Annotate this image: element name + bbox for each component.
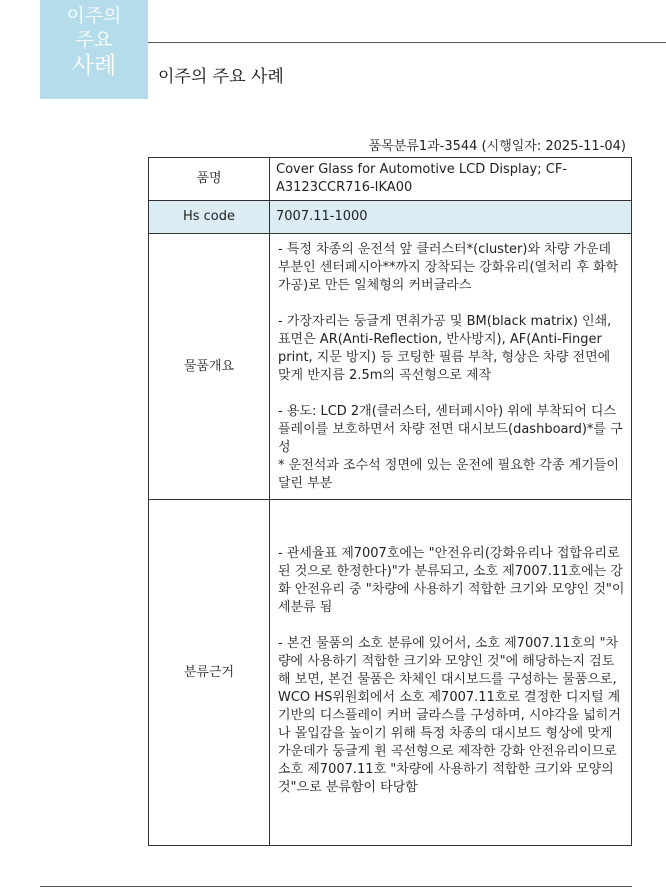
basis-para-2: - 본건 물품의 소호 분류에 있어서, 소호 제7007.11호의 "차량에 사용하기 적합한 크기와 모양인 것"에 해당하는지 검토해 보면, 본건 물품은 차체인 대시보드를 구성하는 물품으로, WCO HS위원회에서 소호 제7007.11호로 결정한 디지털 계기반의 디스플레이 커버 글라스를 구성하며, 시야각을 넓히거나 몰입감을 높이기 위해 특정 차종의 대시보드 형상에 맞게 가운데가 둥글게 휜 곡선형으로 제작한 강화 안전유리이므로 소호 제7007.11호 "차량에 사용하기 적합한 크기와 모양의 것"으로 분류함이 타당함: [278, 636, 621, 795]
badge-line-2: 주요: [75, 29, 113, 51]
badge-line-3: 사례: [71, 53, 117, 79]
basis-para-1: - 관세율표 제7007호에는 "안전유리(강화유리나 접합유리로 된 것으로 한정한다)"가 분류되고, 소호 제7007.11호에는 강화 안전유리 중 "차량에 사용하기 적합한 크기와 모양인 것"이 세분류 됨: [278, 546, 625, 615]
document-number: 품목분류1과-3544 (시행일자: 2025-11-04): [368, 139, 626, 154]
table-row-name: [149, 158, 632, 201]
overview-para-3: - 용도: LCD 2개(클러스터, 센터페시아) 위에 부착되어 디스플레이를 보호하면서 차량 전면 대시보드(dashboard)*를 구성: [278, 404, 623, 455]
table-row-overview: [149, 234, 632, 500]
value-overview: [270, 234, 632, 500]
footer-rule: [40, 886, 632, 887]
overview-footnote: * 운전석과 조수석 정면에 있는 운전에 필요한 각종 계기들이 달린 부분: [278, 458, 619, 491]
badge-line-1: 이주의: [66, 5, 122, 27]
section-badge: [40, 0, 148, 100]
table-row-hs: [149, 201, 632, 234]
label-overview: 물품개요: [149, 234, 270, 500]
header-rule: [148, 42, 666, 43]
page-title: 이주의 주요 사례: [158, 67, 284, 87]
classification-table: [148, 157, 632, 846]
label-name: 품명: [149, 158, 270, 201]
table-row-basis: [149, 500, 632, 846]
value-hs: 7007.11-1000: [270, 201, 632, 234]
label-basis: 분류근거: [149, 500, 270, 846]
badge-underline: [40, 99, 148, 101]
overview-para-2: - 가장자리는 둥글게 면취가공 및 BM(black matrix) 인쇄, 표면은 AR(Anti-Reflection, 반사방지), AF(Anti-Finger print, 지문 방지) 등 코팅한 필름 부착, 형상은 차량 전면에 맞게 반지름 2.5m의 곡선형으로 제작: [278, 314, 612, 383]
value-basis: [270, 500, 632, 846]
label-hs: Hs code: [149, 201, 270, 234]
value-name: Cover Glass for Automotive LCD Display; CF-A3123CCR716-IKA00: [270, 158, 632, 201]
overview-para-1: - 특정 차종의 운전석 앞 클러스터*(cluster)와 차량 가운데 부분인 센터페시아**까지 장착되는 강화유리(열처리 후 화학가공)로 만든 일체형의 커버글라스: [278, 242, 619, 293]
